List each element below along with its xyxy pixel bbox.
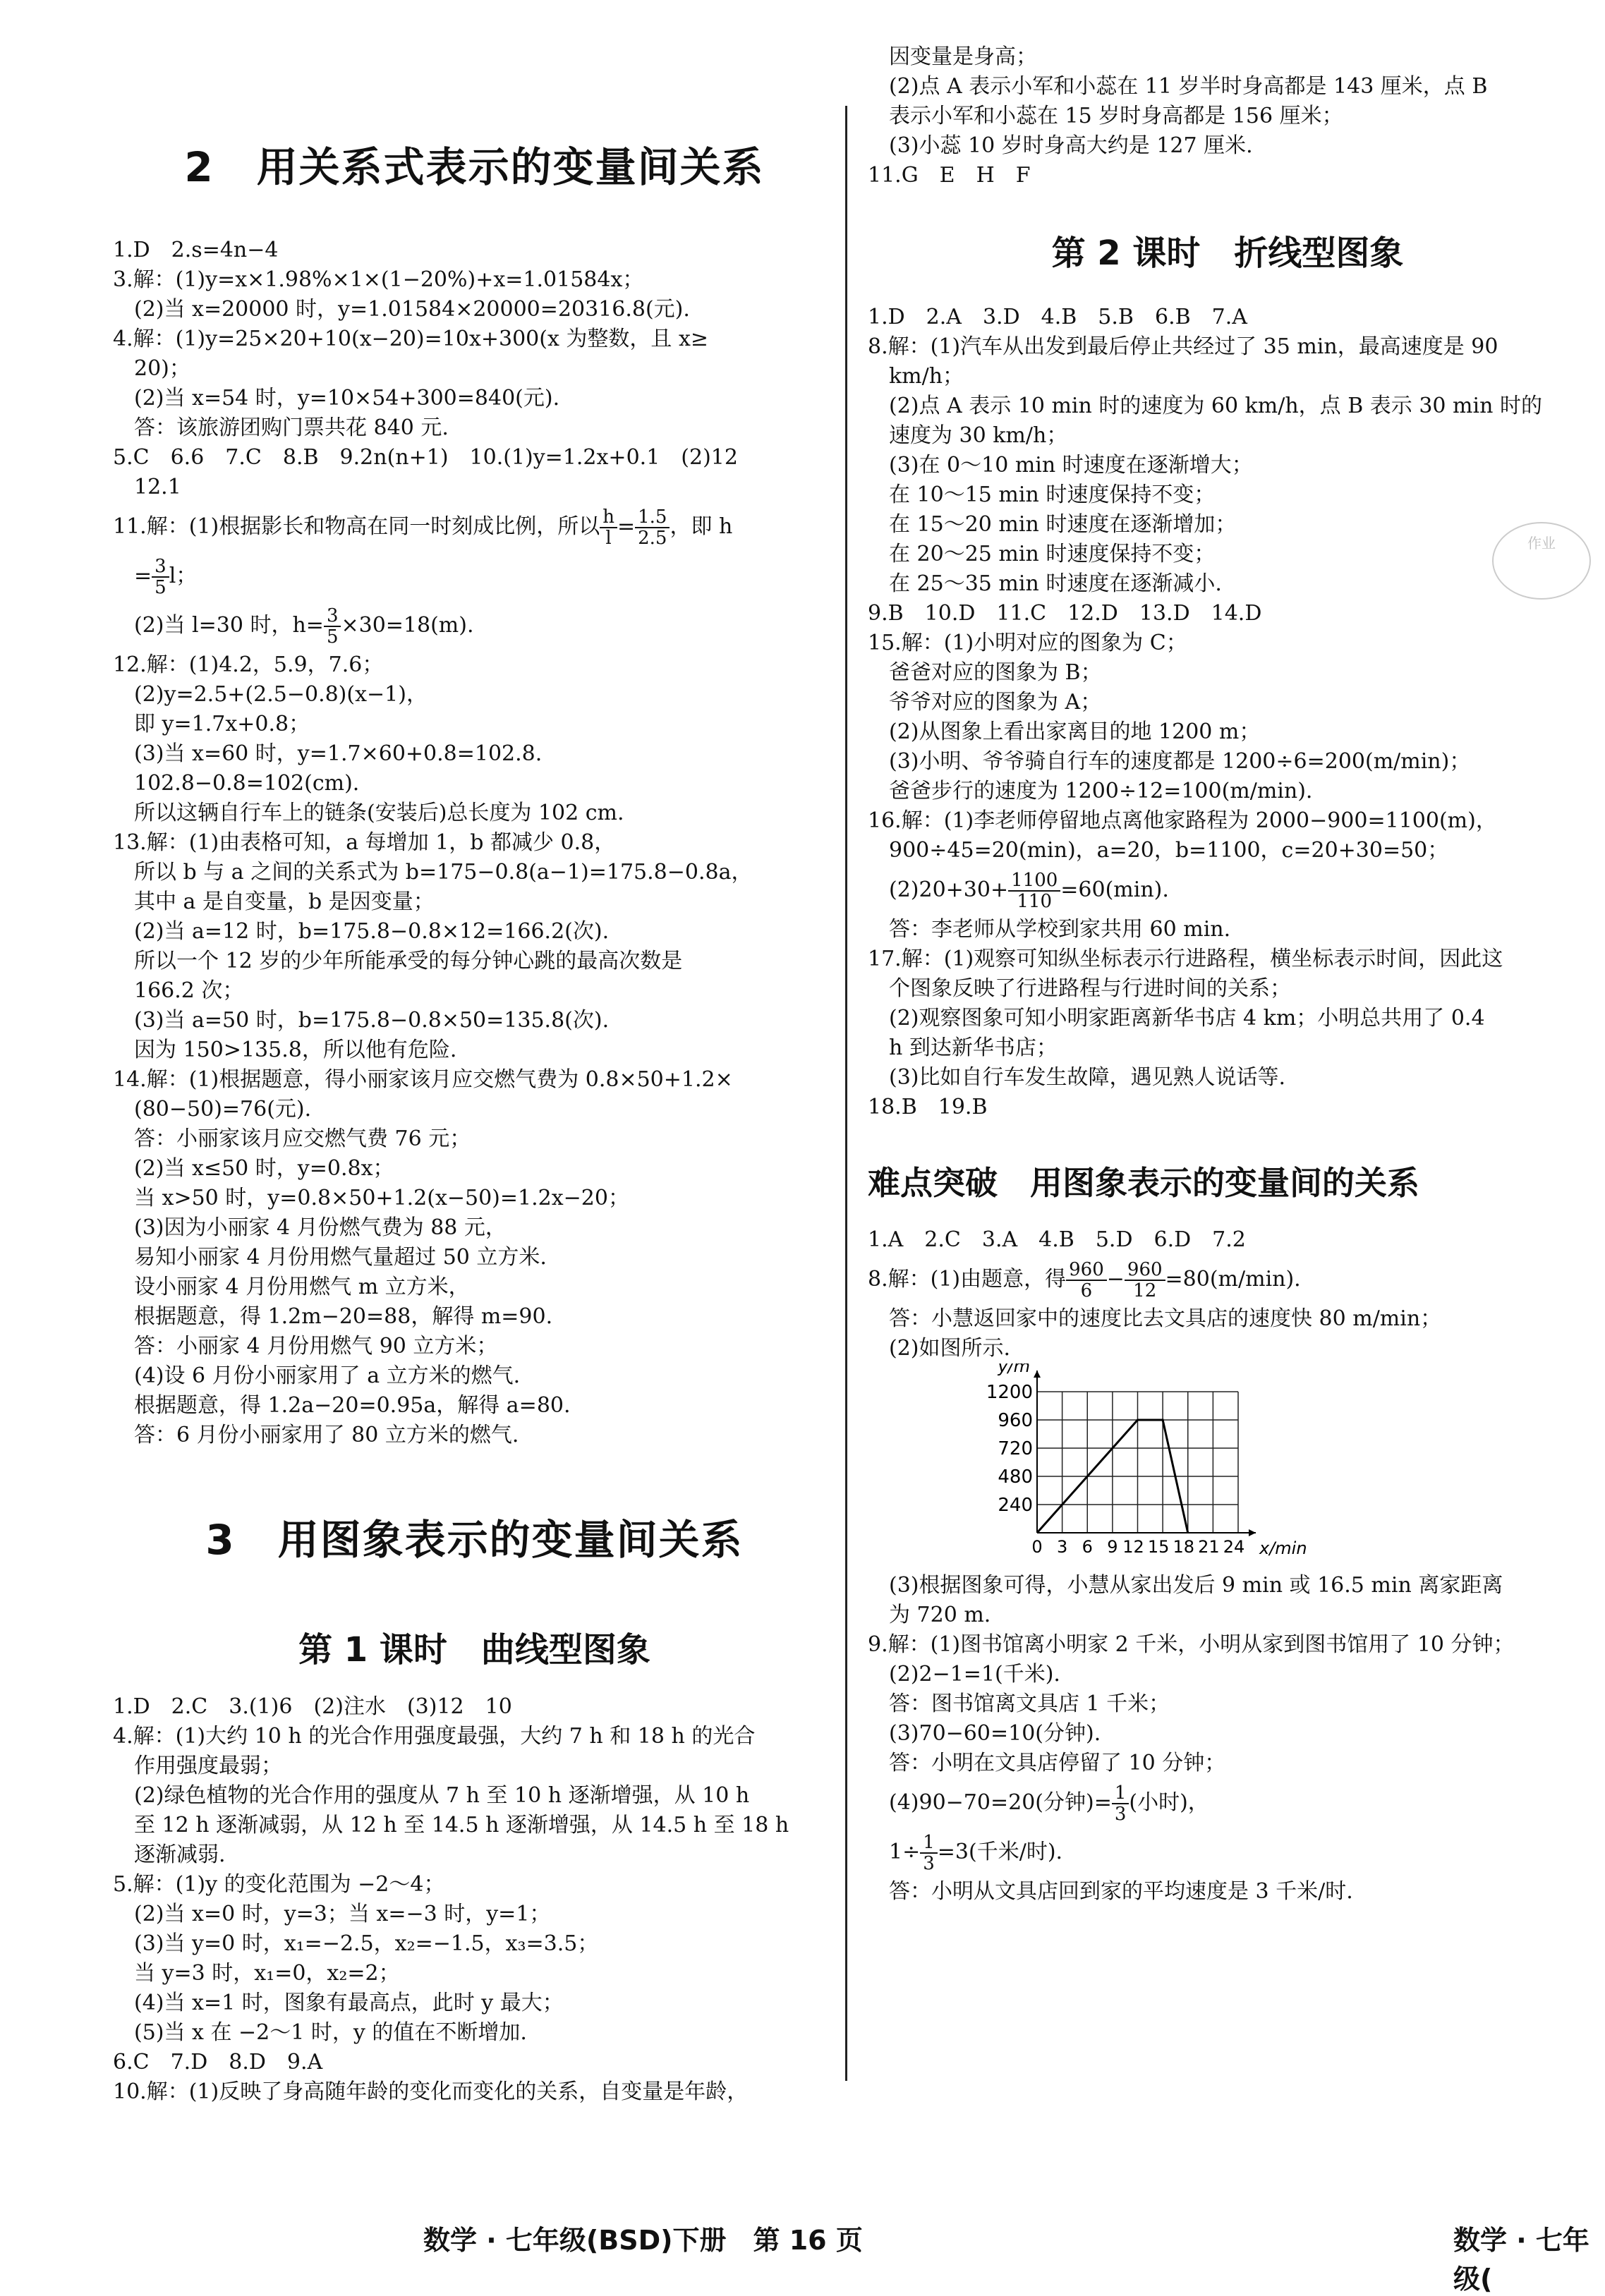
fraction-3-5b: $\frac{3}{5}$ xyxy=(324,606,341,647)
lesson2a-line-8: 在 20～25 min 时速度保持不变； xyxy=(868,542,1216,566)
page-footer-left: 数学 · 七年级(BSD)下册 第 16 页 xyxy=(423,2225,863,2256)
q9-line5: 1÷ $\frac{1}{3}$ =3(千米/时). xyxy=(868,1832,1063,1874)
hard-title: 难点突破 用图象表示的变量间的关系 xyxy=(868,1164,1419,1202)
hard-c-line-1: 为 720 m. xyxy=(868,1603,991,1627)
lesson1-line-3: (2)绿色植物的光合作用的强度从 7 h 至 10 h 逐渐增强，从 10 h xyxy=(113,1783,750,1808)
lesson2a-line-11: 15.解：(1)小明对应的图象为 C； xyxy=(868,631,1187,655)
lesson1-line-4: 至 12 h 逐渐减弱，从 12 h 至 14.5 h 逐渐增强，从 14.5 h 至 18 h xyxy=(113,1813,789,1838)
sec2b-line-14: 14.解：(1)根据题意，得小丽家该月应交燃气费为 0.8×50+1.2× xyxy=(113,1067,733,1092)
column-divider xyxy=(845,106,847,2081)
lesson1-line-0: 1.D 2.C 3.(1)6 (2)注水 (3)12 10 xyxy=(113,1694,512,1719)
fraction-1.5-2.5: $\frac{1.5}{2.5}$ xyxy=(635,507,670,548)
x-tick-24: 24 xyxy=(1223,1537,1245,1557)
x-label: x/min xyxy=(1259,1538,1307,1558)
lesson2a-line-9: 在 25～35 min 时速度在逐渐减小. xyxy=(868,571,1222,596)
sec2b-line-10: 所以一个 12 岁的少年所能承受的每分钟心跳的最高次数是 xyxy=(113,949,683,973)
lesson1-line-9: 当 y=3 时，x₁=0，x₂=2； xyxy=(113,1961,400,1986)
section-3-title: 3 用图象表示的变量间关系 xyxy=(205,1516,744,1564)
hard-c-line-0: (3)根据图象可得，小慧从家出发后 9 min 或 16.5 min 离家距离 xyxy=(868,1573,1503,1598)
lesson2a-line-1: 8.解：(1)汽车从出发到最后停止共经过了 35 min，最高速度是 90 xyxy=(868,334,1498,359)
lesson2a-line-6: 在 10～15 min 时速度保持不变； xyxy=(868,482,1216,507)
y-tick-240: 240 xyxy=(998,1495,1033,1516)
sec2b-line-11: 166.2 次； xyxy=(113,978,244,1003)
fraction-3-5: $\frac{3}{5}$ xyxy=(152,557,169,597)
sec2b-line-25: 根据题意，得 1.2a−20=0.95a，解得 a=80. xyxy=(113,1393,571,1418)
lesson2a-line-18: 900÷45=20(min)，a=20，b=1100，c=20+30=50； xyxy=(868,838,1449,863)
sec2-line-3: 4.解：(1)y=25×20+10(x−20)=10x+300(x 为整数，且 x≥ xyxy=(113,327,709,351)
fraction-1-3b: $\frac{1}{3}$ xyxy=(920,1833,938,1873)
sec2b-line-4: 102.8−0.8=102(cm). xyxy=(113,771,360,796)
hard-b-line-0: 答：小慧返回家中的速度比去文具店的速度快 80 m/min； xyxy=(868,1306,1442,1331)
q9-answer: 答：小明从文具店回到家的平均速度是 3 千米/时. xyxy=(868,1879,1353,1904)
q9-line4: (4)90−70=20(分钟)= $\frac{1}{3}$ (小时)， xyxy=(868,1782,1209,1825)
x-tick-0: 0 xyxy=(1031,1537,1043,1557)
lesson1-line-11: (5)当 x 在 −2～1 时，y 的值在不断增加. xyxy=(113,2020,527,2045)
lesson2b-line-6: 18.B 19.B xyxy=(868,1095,988,1119)
lesson2a-line-14: (2)从图象上看出家离目的地 1200 m； xyxy=(868,719,1261,744)
lesson2b-line-1: 17.解：(1)观察可知纵坐标表示行进路程，横坐标表示时间，因此这 xyxy=(868,947,1503,971)
lesson1-line-10: (4)当 x=1 时，图象有最高点，此时 y 最大； xyxy=(113,1991,564,2015)
rtop-line-0: 因变量是身高； xyxy=(868,44,1037,69)
q8-line: 8.解：(1)由题意，得 $\frac{960}{6}$ − $\frac{960}{12}$ =80(m/min). xyxy=(868,1259,1301,1301)
lesson2b-line-0: 答：李老师从学校到家共用 60 min. xyxy=(868,917,1231,942)
lesson1-line-12: 6.C 7.D 8.D 9.A xyxy=(113,2050,323,2075)
q11-line3: (2)当 l=30 时，h= $\frac{3}{5}$ ×30=18(m). xyxy=(113,605,474,648)
sec2b-line-16: 答：小丽家该月应交燃气费 76 元； xyxy=(113,1126,471,1151)
q16-line: (2)20+30+ $\frac{1100}{110}$ =60(min). xyxy=(868,870,1169,912)
x-tick-3: 3 xyxy=(1056,1537,1068,1557)
right-column xyxy=(868,42,1587,1907)
lesson1-line-7: (2)当 x=0 时，y=3；当 x=−3 时，y=1； xyxy=(113,1902,551,1926)
hard-c-line-3: (2)2−1=1(千米). xyxy=(868,1662,1060,1687)
lesson-2-answers xyxy=(868,303,1587,865)
page-footer-right: 数学 · 七年级( xyxy=(1453,2225,1589,2295)
rtop-line-1: (2)点 A 表示小军和小蕊在 11 岁半时身高都是 143 厘米，点 B xyxy=(868,74,1488,99)
x-tick-15: 15 xyxy=(1147,1537,1170,1557)
lesson2b-line-4: h 到达新华书店； xyxy=(868,1035,1058,1060)
sec2-line-8: 12.1 xyxy=(113,475,181,499)
rtop-line-2: 表示小军和小蕊在 15 岁时身高都是 156 厘米； xyxy=(868,104,1343,128)
homework-stamp: 作业 xyxy=(1492,522,1591,600)
y-tick-1200: 1200 xyxy=(986,1382,1033,1403)
lesson1-line-6: 5.解：(1)y 的变化范围为 −2～4； xyxy=(113,1872,445,1897)
y-label: y/m xyxy=(998,1363,1030,1376)
x-arrow xyxy=(1249,1529,1256,1536)
hard-c-line-4: 答：图书馆离文具店 1 千米； xyxy=(868,1691,1170,1716)
sec2b-line-3: (3)当 x=60 时，y=1.7×60+0.8=102.8. xyxy=(113,741,543,766)
y-tick-720: 720 xyxy=(998,1438,1033,1459)
lesson2b-line-2: 个图象反映了行进路程与行进时间的关系； xyxy=(868,976,1291,1001)
lesson2a-line-13: 爷爷对应的图象为 A； xyxy=(868,690,1102,715)
sec2b-line-13: 因为 150>135.8，所以他有危险. xyxy=(113,1038,457,1062)
sec2-line-4: 20)； xyxy=(113,356,190,381)
sec2b-line-20: 易知小丽家 4 月份用燃气量超过 50 立方米. xyxy=(113,1245,547,1270)
lesson-1-title: 第 1 课时 曲线型图象 xyxy=(298,1630,650,1670)
lesson-1-answers xyxy=(113,1692,836,2107)
lesson2a-line-5: (3)在 0～10 min 时速度在逐渐增大； xyxy=(868,453,1253,478)
sec2-line-0: 1.D 2.s=4n−4 xyxy=(113,238,279,262)
sec2b-line-12: (3)当 a=50 时，b=175.8−0.8×50=135.8(次). xyxy=(113,1008,610,1033)
sec2b-line-0: 12.解：(1)4.2，5.9，7.6； xyxy=(113,652,384,677)
hard-answers xyxy=(868,1225,1587,1255)
lesson2a-line-7: 在 15～20 min 时速度在逐渐增加； xyxy=(868,512,1237,537)
lesson2a-line-15: (3)小明、爷爷骑自行车的速度都是 1200÷6=200(m/min)； xyxy=(868,749,1471,774)
lesson1-line-5: 逐渐减弱. xyxy=(113,1842,226,1867)
section-2-title: 2 用关系式表示的变量间关系 xyxy=(184,143,765,191)
fraction-1-3: $\frac{1}{3}$ xyxy=(1112,1783,1129,1824)
lesson2a-line-3: (2)点 A 表示 10 min 时的速度为 60 km/h，点 B 表示 30 min 时的 xyxy=(868,394,1542,418)
x-tick-6: 6 xyxy=(1082,1537,1093,1557)
q11-line1: 11.解：(1)根据影长和物高在同一时刻成比例，所以 $\frac{h}{l}$ = $\frac{1.5}{2.5}$ ，即 h xyxy=(113,506,733,549)
lesson2a-line-12: 爸爸对应的图象为 B； xyxy=(868,660,1102,685)
lesson1-line-1: 4.解：(1)大约 10 h 的光合作用强度最强，大约 7 h 和 18 h 的光合 xyxy=(113,1724,756,1749)
hard-answers-b xyxy=(868,1304,1587,1363)
sec2b-line-19: (3)因为小丽家 4 月份燃气费为 88 元， xyxy=(113,1215,507,1240)
lesson1-line-13: 10.解：(1)反映了身高随年龄的变化而变化的关系，自变量是年龄， xyxy=(113,2079,749,2104)
lesson-2-answers-cont xyxy=(868,915,1587,1122)
rtop-line-3: (3)小蕊 10 岁时身高大约是 127 厘米. xyxy=(868,133,1253,158)
lesson2a-line-4: 速度为 30 km/h； xyxy=(868,423,1068,448)
q11-line2: = $\frac{3}{5}$ l； xyxy=(113,556,198,598)
y-tick-480: 480 xyxy=(998,1466,1033,1488)
sec2b-line-7: 所以 b 与 a 之间的关系式为 b=175−0.8(a−1)=175.8−0.8a， xyxy=(113,860,753,885)
y-arrow xyxy=(1034,1371,1041,1378)
y-tick-960: 960 xyxy=(998,1410,1033,1431)
lesson1-line-8: (3)当 y=0 时，x₁=−2.5，x₂=−1.5，x₃=3.5； xyxy=(113,1931,599,1956)
lesson2a-line-2: km/h； xyxy=(868,364,964,389)
sec2b-line-24: (4)设 6 月份小丽家用了 a 立方米的燃气. xyxy=(113,1363,521,1388)
hard-b-line-1: (2)如图所示. xyxy=(868,1336,1011,1361)
fraction-960-6: $\frac{960}{6}$ xyxy=(1066,1260,1107,1301)
sec2b-line-22: 根据题意，得 1.2m−20=88，解得 m=90. xyxy=(113,1304,553,1329)
sec2-line-7: 5.C 6.6 7.C 8.B 9.2n(n+1) 10.(1)y=1.2x+0.1 (2)12 xyxy=(113,445,738,470)
lesson2a-line-16: 爸爸步行的速度为 1200÷12=100(m/min). xyxy=(868,779,1313,803)
sec2b-line-8: 其中 a 是自变量，b 是因变量； xyxy=(113,889,435,914)
distance-time-chart xyxy=(974,1363,1340,1568)
sec2b-line-18: 当 x>50 时，y=0.8×50+1.2(x−50)=1.2x−20； xyxy=(113,1186,629,1210)
sec2b-line-2: 即 y=1.7x+0.8； xyxy=(113,712,310,736)
lesson1-line-2: 作用强度最弱； xyxy=(113,1754,282,1778)
section-2-answers-cont xyxy=(113,650,836,1450)
x-tick-12: 12 xyxy=(1122,1537,1144,1557)
fraction-960-12: $\frac{960}{12}$ xyxy=(1125,1260,1165,1301)
fraction-1100-110: $\frac{1100}{110}$ xyxy=(1008,870,1060,911)
lesson2a-line-10: 9.B 10.D 11.C 12.D 13.D 14.D xyxy=(868,601,1262,626)
hard-c-line-5: (3)70−60=10(分钟). xyxy=(868,1721,1101,1746)
lesson2a-line-17: 16.解：(1)李老师停留地点离他家路程为 2000−900=1100(m)， xyxy=(868,808,1497,833)
sec2b-line-5: 所以这辆自行车上的链条(安装后)总长度为 102 cm. xyxy=(113,801,624,825)
hard-a-line-0: 1.A 2.C 3.A 4.B 5.D 6.D 7.2 xyxy=(868,1227,1246,1252)
lesson2b-line-5: (3)比如自行车发生故障，遇见熟人说话等. xyxy=(868,1065,1286,1090)
sec2b-line-15: (80−50)=76(元). xyxy=(113,1097,312,1122)
section-2-answers xyxy=(113,236,836,502)
sec2-line-5: (2)当 x=54 时，y=10×54+300=840(元). xyxy=(113,386,560,411)
sec2b-line-21: 设小丽家 4 月份用燃气 m 立方米， xyxy=(113,1275,470,1299)
x-tick-21: 21 xyxy=(1198,1537,1220,1557)
sec2b-line-26: 答：6 月份小丽家用了 80 立方米的燃气. xyxy=(113,1423,519,1447)
sec2-line-2: (2)当 x=20000 时，y=1.01584×20000=20316.8(元). xyxy=(113,297,690,322)
lesson-2-title: 第 2 课时 折线型图象 xyxy=(1051,233,1404,273)
left-column xyxy=(113,49,836,2107)
right-top-answers xyxy=(868,42,1587,190)
hard-c-line-2: 9.解：(1)图书馆离小明家 2 千米，小明从家到图书馆用了 10 分钟； xyxy=(868,1632,1515,1657)
sec2b-line-6: 13.解：(1)由表格可知，a 每增加 1，b 都减少 0.8， xyxy=(113,830,616,855)
lesson2b-line-3: (2)观察图象可知小明家距离新华书店 4 km；小明总共用了 0.4 xyxy=(868,1006,1485,1031)
sec2-line-1: 3.解：(1)y=x×1.98%×1×(1−20%)+x=1.01584x； xyxy=(113,267,644,292)
sec2-line-6: 答：该旅游团购门票共花 840 元. xyxy=(113,415,449,440)
rtop-line-4: 11.G E H F xyxy=(868,163,1031,188)
fraction-h-l: $\frac{h}{l}$ xyxy=(600,507,617,548)
x-tick-18: 18 xyxy=(1173,1537,1195,1557)
sec2b-line-17: (2)当 x≤50 时，y=0.8x； xyxy=(113,1156,394,1181)
lesson2a-line-0: 1.D 2.A 3.D 4.B 5.B 6.B 7.A xyxy=(868,305,1247,329)
hard-c-line-6: 答：小明在文具店停留了 10 分钟； xyxy=(868,1751,1226,1775)
sec2b-line-1: (2)y=2.5+(2.5−0.8)(x−1)， xyxy=(113,682,428,707)
x-tick-9: 9 xyxy=(1107,1537,1118,1557)
sec2b-line-9: (2)当 a=12 时，b=175.8−0.8×12=166.2(次). xyxy=(113,919,610,944)
sec2b-line-23: 答：小丽家 4 月份用燃气 90 立方米； xyxy=(113,1334,498,1359)
hard-answers-c xyxy=(868,1571,1587,1778)
